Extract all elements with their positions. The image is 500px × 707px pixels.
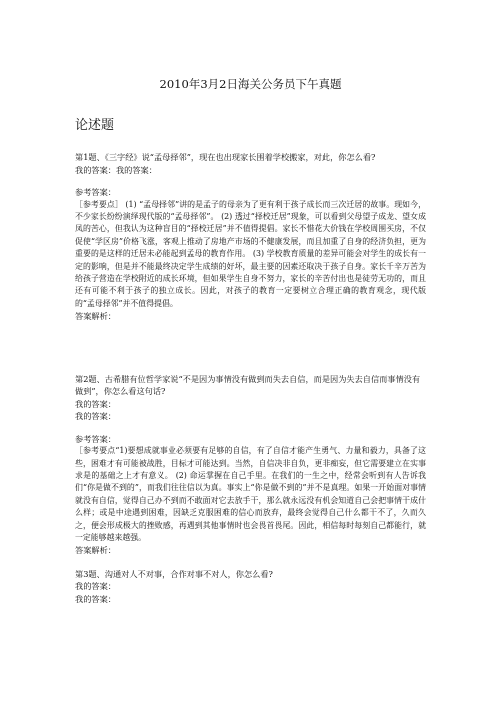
reference-answer-text: ［参考要点“1)要想成就事业必须要有足够的自信，有了自信才能产生勇气、力量和毅力，具备了这些，困难才有可能被战胜，目标才可能达到。当然，自信决非自负，更非痴妄，但它需要建立在实事求是的基础之上才有意义。 (2) 命运掌握在自己手里。在我们的一生之中，经常会听到有人告诉我们“你是做不到的”，而我们往往信以为真。事实上“你是做不到的”并不是真理。如果一开始面对事情就没有自信，觉得自己办不到而不敢面对它去放手干，那么就永远没有机会知道自己会把事情干成什么样；或是中途遇到困难，因缺乏克服困难的信心而放弃，最终会觉得自己什么都干不了，久而久之，便会形成极大的挫败感，再遇到其他事情时也会畏首畏尾。因此，相信每时每刻自己都能行，就一定能够越来越强。 [75, 446, 426, 542]
answer-analysis-label: 答案解析： [75, 545, 116, 556]
spacer [75, 323, 426, 373]
answer-analysis-label: 答案解析： [75, 311, 116, 322]
reference-answer-label: 参考答案： [75, 433, 116, 444]
section-title: 论述题 [75, 118, 115, 133]
spacer [75, 557, 426, 568]
question-block-3 [75, 568, 426, 606]
document-title: 2010年3月2日海关公务员下午真题 [159, 77, 342, 91]
my-answer-line: 我的答案： [75, 398, 116, 409]
question-text: 第2题、古希腊有位哲学家说“不是因为事情没有做到而失去自信，而是因为失去自信而事情没有做到”，你怎么看这句话? [75, 373, 421, 397]
my-answer-line: 我的答案： [75, 411, 116, 422]
reference-answer-label: 参考答案： [75, 187, 116, 197]
question-text: 第1题、《三字经》说“孟母择邻”，现在也出现家长围着学校搬家，对此，你怎么看? [75, 152, 376, 162]
my-answer-line: 我的答案： [75, 593, 116, 604]
question-text: 第3题、沟通对人不对事，合作对事不对人，你怎么看? [75, 568, 273, 579]
question-block-2 [75, 373, 426, 557]
question-block-1 [75, 151, 426, 323]
my-answer-line: 我的答案： [75, 581, 116, 592]
my-answer-line: 我的答案：我的答案： [75, 164, 157, 175]
reference-answer-text: ［参考要点］ (1) “孟母择邻”讲的是孟子的母亲为了更有利于孩子成长而三次迁居的故事。现如今，不少家长纷纷演绎现代版的“孟母择邻”。 (2) 透过“择校迁居”现象，可以看到父母望子成龙、望女成凤的苦心，但我认为这种盲目的“择校迁居”并不值得提倡。家长不惜花大价钱在学校周围买房，不仅促使“学区房”价格飞涨，客观上推动了房地产市场的不健康发展，而且加重了自身的经济负担，更为重要的是这样的迁居未必能起到孟母的教育作用。 (3) 学校教育质量的差异可能会对学生的成长有一定的影响，但是并不能最终决定学生成绩的好坏，最主要的因素还取决于孩子自身。家长千辛万苦为给孩子营造在学校附近的成长环境，但如果学生自身不努力，家长的辛苦付出也是徒劳无功的，而且还有可能不利于孩子的独立成长。因此，对孩子的教育一定要树立合理正确的教育观念，现代版的“孟母择邻”并不值得提倡。 [75, 199, 426, 308]
